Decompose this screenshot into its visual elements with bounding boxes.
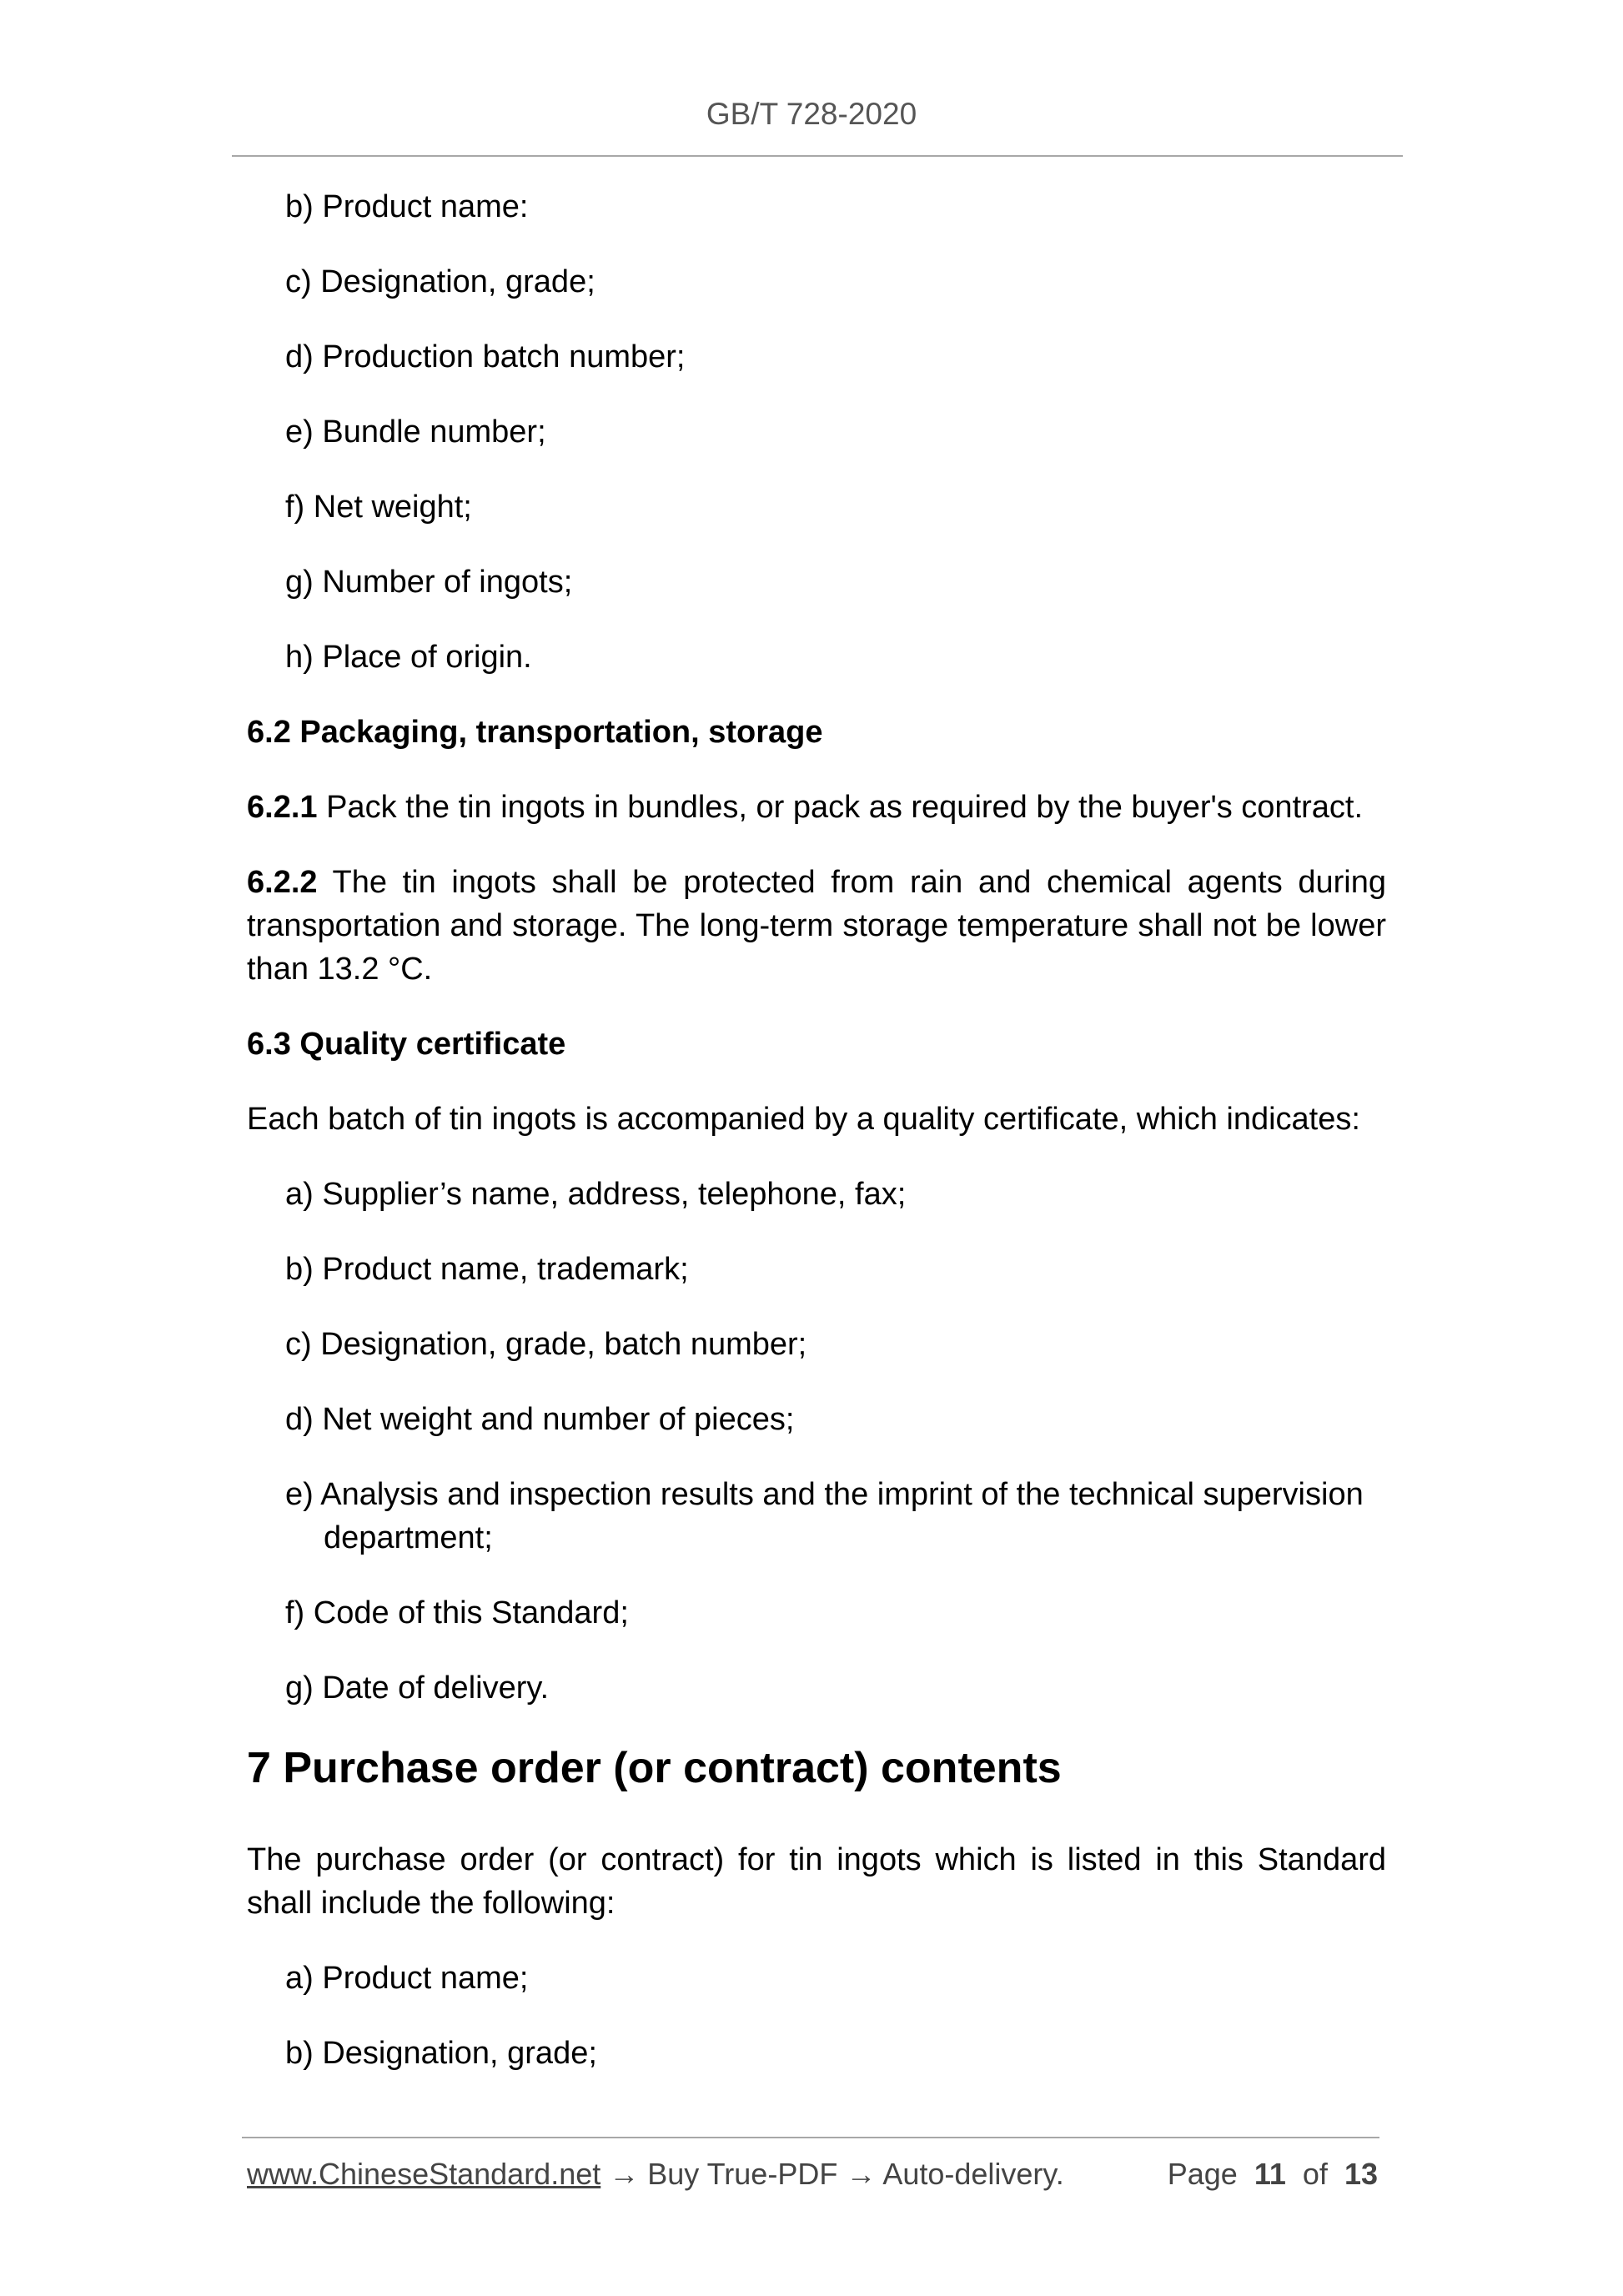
total-pages: 13 — [1344, 2157, 1378, 2191]
list-item: f) Code of this Standard; — [285, 1595, 629, 1630]
page-label: Page — [1167, 2157, 1238, 2191]
section-6-2-heading: 6.2 Packaging, transportation, storage — [247, 715, 823, 750]
list-item: b) Designation, grade; — [285, 2036, 597, 2071]
clause-6-2-2 — [247, 861, 1386, 991]
clause-text: The tin ingots shall be protected from rain and chemical agents during transportation and storage. The long-term storage temperature shall not be lower than 13.2 °C. — [247, 865, 1386, 987]
section-6-3-intro: Each batch of tin ingots is accompanied by a quality certificate, which indicates: — [247, 1102, 1360, 1137]
list-item: d) Net weight and number of pieces; — [285, 1402, 795, 1437]
clause-6-2-1 — [247, 786, 1386, 829]
clause-number: 6.2.2 — [247, 865, 318, 900]
clause-7-heading: 7 Purchase order (or contract) contents — [247, 1744, 1062, 1792]
website-link[interactable]: www.ChineseStandard.net — [247, 2157, 601, 2191]
list-item: g) Number of ingots; — [285, 565, 573, 600]
current-page: 11 — [1254, 2157, 1286, 2191]
list-item: f) Net weight; — [285, 490, 472, 525]
list-item: a) Supplier’s name, address, telephone, fax; — [285, 1177, 907, 1212]
document-code-header: GB/T 728-2020 — [706, 97, 917, 131]
page-content — [247, 185, 1386, 2107]
clause-7-intro: The purchase order (or contract) for tin ingots which is listed in this Standard shall include the following: — [247, 1842, 1386, 1921]
list-item: c) Designation, grade; — [285, 264, 595, 299]
header-divider — [232, 155, 1403, 157]
continued-list — [247, 185, 1386, 679]
purchase-order-list — [247, 1957, 1386, 2075]
footer-divider — [242, 2137, 1379, 2138]
list-item: b) Product name: — [285, 189, 529, 224]
clause-text: Pack the tin ingots in bundles, or pack as required by the buyer's contract. — [317, 790, 1364, 825]
list-item: d) Production batch number; — [285, 339, 686, 374]
footer-tagline: → Buy True-PDF → Auto-delivery. — [600, 2157, 1064, 2191]
list-item: a) Product name; — [285, 1961, 529, 1996]
of-label: of — [1302, 2157, 1328, 2191]
list-item: g) Date of delivery. — [285, 1671, 550, 1706]
list-item: b) Product name, trademark; — [285, 1252, 689, 1287]
list-item: c) Designation, grade, batch number; — [285, 1327, 807, 1362]
page-number — [1168, 2157, 1378, 2192]
list-item: e) Bundle number; — [285, 414, 546, 450]
list-item: e) Analysis and inspection results and the imprint of the technical supervision department; — [285, 1477, 1364, 1555]
page-footer — [247, 2157, 1378, 2192]
certificate-list — [247, 1173, 1386, 1710]
list-item: h) Place of origin. — [285, 640, 532, 675]
clause-number: 6.2.1 — [247, 790, 318, 825]
section-6-3-heading: 6.3 Quality certificate — [247, 1027, 566, 1062]
